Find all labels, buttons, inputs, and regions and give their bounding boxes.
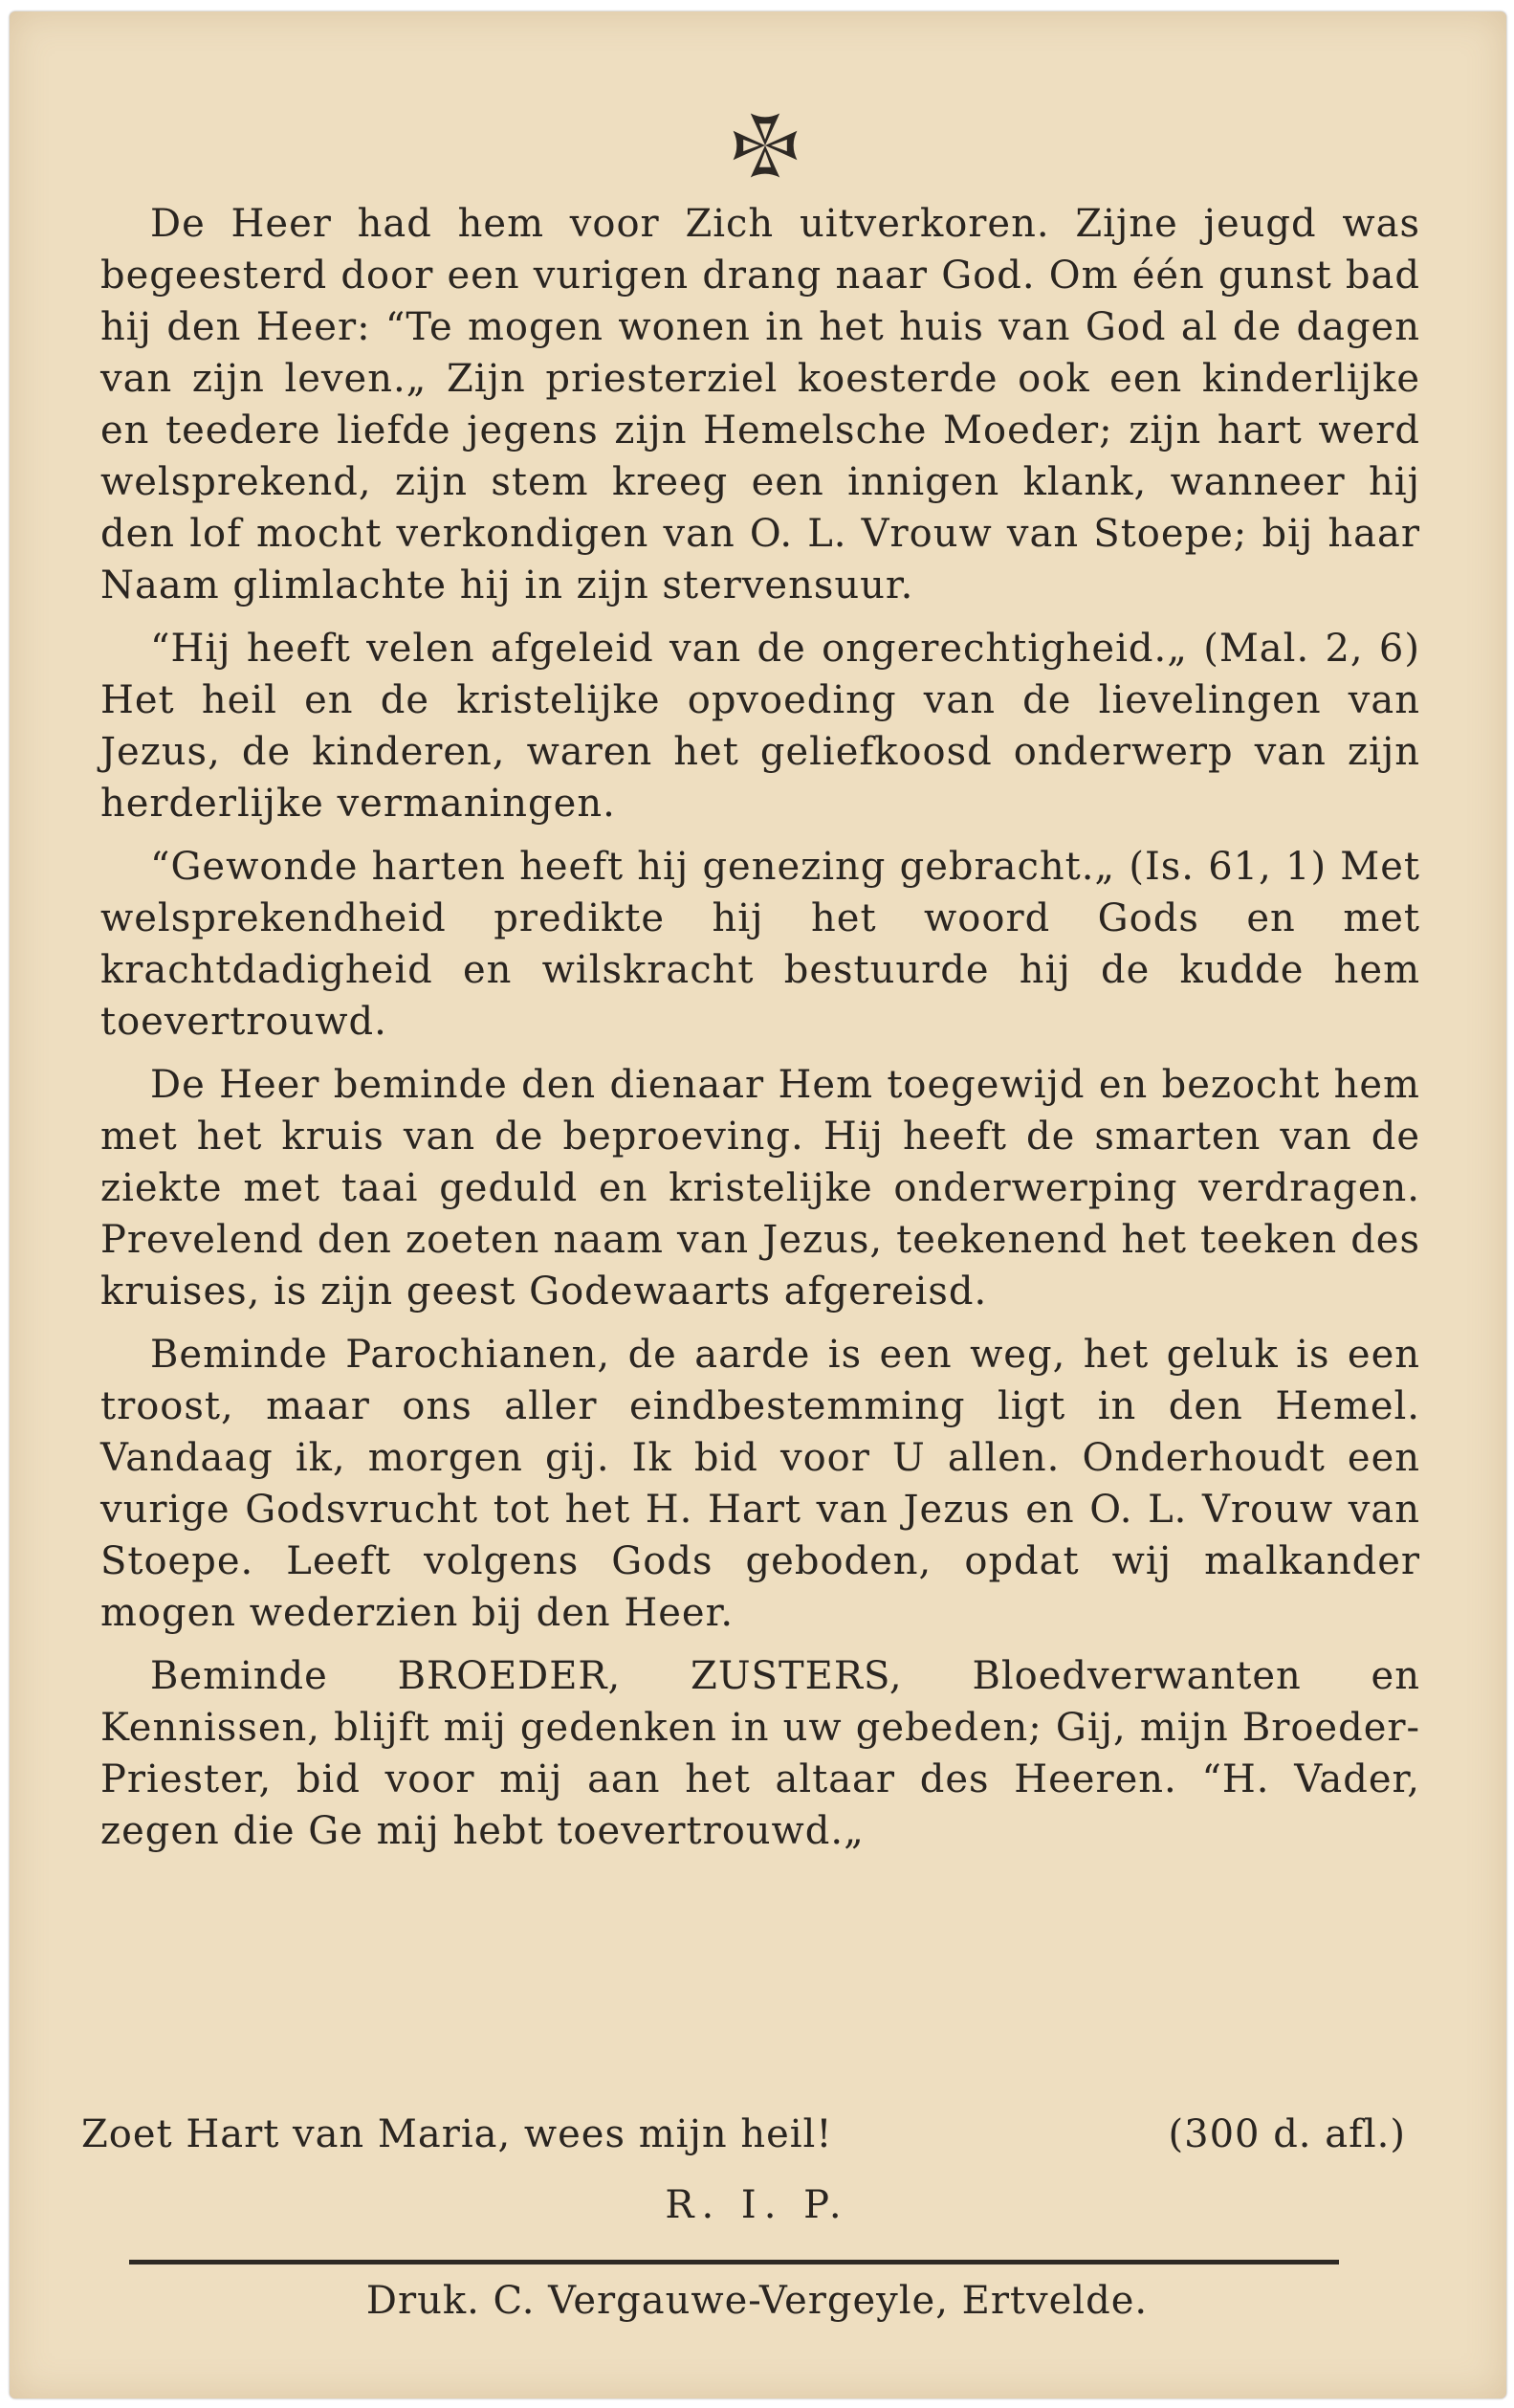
printer-imprint: Druk. C. Vergauwe-Vergeyle, Ertvelde.	[365, 2279, 1149, 2323]
prayer-line	[81, 2112, 1406, 2156]
paragraph-3: “Gewonde harten heeft hij genezing gebracht.„ (Is. 61, 1) Met welsprekendheid predikte hij het woord Gods en met krachtdadigheid en wilskracht bestuurde hij de kudde hem toevertrouwd.	[100, 845, 1420, 1044]
paragraph-5: Beminde Parochianen, de aarde is een weg, het geluk is een troost, maar ons aller eindbestemming ligt in den Hemel. Vandaag ik, morgen gij. Ik bid voor U allen. Onderhoudt een vurige Godsvrucht tot het H. Hart van Jezus en O. L. Vrouw van Stoepe. Leeft volgens Gods geboden, opdat wij malkander mogen wederzien bij den Heer.	[100, 1333, 1420, 1635]
indulgence-note: (300 d. afl.)	[1168, 2112, 1406, 2156]
rip-text: R. I. P.	[665, 2183, 849, 2227]
memorial-card	[10, 11, 1506, 2398]
prayer-text: Zoet Hart van Maria, wees mijn heil!	[81, 2112, 833, 2156]
maltese-cross-icon	[729, 109, 801, 182]
paragraph-2: “Hij heeft velen afgeleid van de ongerechtigheid.„ (Mal. 2, 6) Het heil en de kristelijke opvoeding van de lievelingen van Jezus, de kinderen, waren het geliefkoosd onderwerp van zijn herderlijke vermaningen.	[100, 627, 1420, 826]
divider-line	[129, 2260, 1339, 2264]
paragraph-6: Beminde BROEDER, ZUSTERS, Bloedverwanten en Kennissen, blijft mij gedenken in uw gebeden; Gij, mijn Broeder-Priester, bid voor mij aan het altaar des Heeren. “H. Vader, zegen die Ge mij hebt toevertrouwd.„	[100, 1654, 1420, 1853]
paragraph-4: De Heer beminde den dienaar Hem toegewijd en bezocht hem met het kruis van de beproeving. Hij heeft de smarten van de ziekte met taai geduld en kristelijke onderwerping verdragen. Prevelend den zoeten naam van Jezus, teekenend het teeken des kruises, is zijn geest Godewaarts afgereisd.	[100, 1063, 1420, 1314]
paragraph-1: De Heer had hem voor Zich uitverkoren. Zijne jeugd was begeesterd door een vurigen drang naar God. Om één gunst bad hij den Heer: “Te mogen wonen in het huis van God al de dagen van zijn leven.„ Zijn priesterziel koesterde ook een kinderlijke en teedere liefde jegens zijn Hemelsche Moeder; zijn hart werd welsprekend, zijn stem kreeg een innigen klank, wanneer hij den lof mocht verkondigen van O. L. Vrouw van Stoepe; bij haar Naam glimlachte hij in zijn stervensuur.	[100, 202, 1420, 608]
body-text	[100, 198, 1420, 1868]
